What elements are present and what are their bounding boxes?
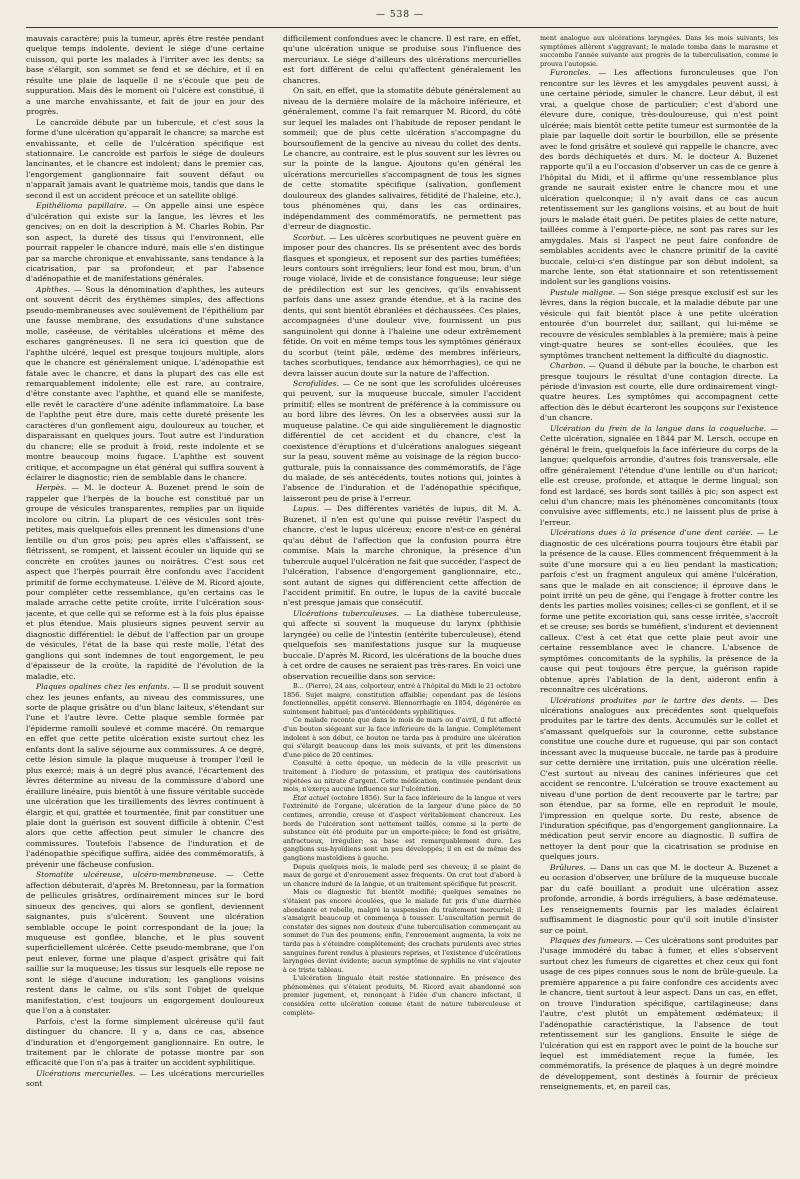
paragraph-text: — Les ulcères scorbutiques ne peuvent guère en imposer pour des chancres. Ils se présentent avec des bords flasques et spongieux, et reposent sur des parties tuméfiées; leurs contours sont irréguliers; leur fond est mou, brun, d'un rouge violacé, livide et de consistance fongueuse; leur siége de prédilection est sur les gencives, qu'ils envahissent parfois dans une assez grande étendue, et à la racine des dents, qui sont bientôt ébranlées et déchaussées. Ces plaies, accompagnées d'une douleur vive, fournissent un pus sanguinolent qui donne à l'haleine une odeur extrêmement fétide. On voit en même temps tous les symptômes généraux du scorbut (teint pâle, œdème des membres inférieurs, taches scorbutiques, tendance aux hémorrhagies), ce qui ne devra laisser aucun doute sur la nature de l'affection. — [283, 232, 521, 378]
paragraph-text: On sait, en effet, que la stomatite débute généralement au niveau de la dernière molaire de la mâchoire inférieure, et généralement, comme l'a fait remarquer M. Ricord, du côté sur lequel les malades ont l'habitude de reposer pendant le sommeil; que de plus cette ulcération s'accompagne du boursouflement de la gencive au niveau du collet des dents. Le chancre, au contraire, est le plus souvent sur les lèvres ou sur la pointe de la langue. Ajoutons qu'en général les ulcérations mercurielles s'accompagnent de tous les signes de cette stomatite spécifique (salivation, gonflement douloureux des glandes salivaires, fétidité de l'haleine, etc.), tous phénomènes qui, dans les cas ordinaires, indépendamment des commémoratifs, ne permettent pas d'erreur de diagnostic. — [283, 86, 521, 232]
text-column-left — [26, 34, 264, 1164]
paragraph — [283, 863, 521, 889]
paragraph — [26, 870, 264, 1016]
paragraph — [26, 34, 264, 118]
paragraph — [540, 68, 778, 288]
paragraph — [283, 379, 521, 504]
section-heading: Herpès. — [36, 483, 67, 493]
section-heading: Brûlures. — [550, 862, 586, 872]
paragraph — [540, 361, 778, 424]
paragraph-text: — Ces ulcérations sont produites par l'usage immodéré du tabac à fumer, et elles s'observent surtout chez les fumeurs de cigarettes et chez ceux qui font usage de ces pipes connues sous le nom de brûle-gueule. La première apparence a pu faire confondre ces accidents avec le chancre, tient surtout à leur aspect. Dans un cas, en effet, on trouve l'induration spécifique, cartilagineuse; dans l'autre, c'est plutôt un empâtement œdémateux; il l'adénopathie caractéristique, la l'absence de tout retentissement sur les ganglions. Ensuite le siége de l'ulcération qui est en rapport avec le point de la bouche sur lequel est immédiatement reçue la fumée, les commémoratifs, la présence de plaques à un degré moindre de développement, sont destinés à fournir de précieux renseignements, et, en pareil cas, — [540, 935, 778, 1092]
paragraph — [540, 696, 778, 863]
paragraph-text: ment analogue aux ulcérations laryngées. Dans les mois suivants, les symptômes allèrent s'aggravant; le malade tomba dans le marasme et succomba l'année suivante aux progrès de la tuberculisation, comme le prouva l'autopsie. — [540, 34, 778, 68]
section-heading: Ulcérations tuberculeuses. — [293, 608, 400, 618]
paragraph — [26, 285, 264, 484]
paragraph — [283, 759, 521, 793]
paragraph-text: — Des différentes variétés de lupus, dit M. A. Buzenet, il n'en est qu'une qui puisse revêtir l'aspect du chancre, c'est le lupus ulcéreux; encore n'est-ce en général qu'au début de l'affection que la confusion pourra être commise. Mais la marche chronique, la présence d'un tubercule auquel l'ulcération ne fait que succéder, l'aspect de l'ulcération, l'absence d'engorgement ganglionnaire, etc., sont autant de signes qui différencient cette affection de l'accident primitif. En outre, le lupus de la cavité buccale n'est presque jamais que consécutif. — [283, 504, 521, 608]
section-heading: Pustule maligne. — [550, 287, 616, 297]
section-heading: Scorbut. — [293, 232, 326, 242]
paragraph — [540, 936, 778, 1093]
paragraph — [283, 716, 521, 759]
paragraph-text: L'ulcération linguale était restée stationnaire. En présence des phénomènes qui s'étaient produits, M. Ricord avait abandonné son premier jugement, et, renonçant à l'idée d'un chancre infectant, il considéra cette ulcération comme étant de nature tuberculeuse et complète- — [283, 974, 521, 1017]
paragraph-text: (octobre 1856). Sur la face inférieure de la langue et vers l'extrémité de l'organe, ulcération de la largeur d'une pièce de 50 centimes, arrondie, creuse et d'aspect véritablement chancreux. Les bords de l'ulcération sont nettement taillés, comme si la perte de substance eût été produite par un emporte-pièce; le fond est grisâtre, anfractueux, irrégulier; sa base est remarquablement dure. Les ganglions sus-hyoïdiens sont un peu développés; il en est de même des ganglions mastoïdiens à gauche. — [283, 793, 521, 862]
paragraph-text: — M. le docteur A. Buzenet prend le soin de rappeler que l'herpès de la bouche est constitué par un groupe de vésicules transparentes, remplies par un liquide incolore ou citrin. La plupart de ces vésicules sont très-petites, mais quelquefois elles prennent les dimensions d'une lentille ou d'un gros pois; peu après elles s'affaissent, se flétrissent, se rompent, et laissent écouler un liquide qui se concrète en croûtes jaunes ou noirâtres. C'est sous cet aspect que l'herpès pourrait être confondu avec l'accident primitif de forme ecchymateuse. L'élève de M. Ricord ajoute, pour compléter cette ressemblance, qu'en certains cas le malade arrache cette petite croûte, irrite l'ulcération sous-jacente, et que celle qui se reforme est à la fois plus épaisse et plus étendue. Mais plusieurs signes peuvent servir au diagnostic différentiel: le début de l'affection par un groupe de vésicules, l'état de la base qui reste molle, l'état des ganglions qui sont indemnes de tout engorgement, le peu d'épaisseur de la croûte, la rapidité de l'évolution de la maladie, etc. — [26, 483, 264, 681]
header-rule — [26, 27, 778, 28]
paragraph — [26, 1017, 264, 1069]
text-column-right — [540, 34, 778, 1164]
paragraph — [26, 483, 264, 682]
paragraph — [283, 86, 521, 232]
section-heading: Lupus. — [293, 504, 319, 514]
paragraph — [283, 34, 521, 86]
paragraph — [26, 682, 264, 870]
paragraph — [540, 424, 778, 529]
section-heading: Plaques opalines chez les enfants. — [36, 682, 170, 692]
section-heading: Plaques des fumeurs. — [550, 935, 633, 945]
paragraph — [540, 288, 778, 361]
paragraph-text: — Quand il débute par la bouche, le charbon est presque toujours le résultat d'une contagion directe. La période d'invasion est courte, elle dure ordinairement vingt-quatre heures. Les symptômes qui accompagnent cette affection dès le début écarteront les soupçons sur l'existence d'un chancre. — [540, 361, 778, 423]
section-heading: Ulcérations produites par le tartre des dents. — [550, 695, 745, 705]
paragraph-text: — Cette ulcération, signalée en 1844 par M. Lersch, occupe en général le frein, quelquefois la face inférieure du corps de la langue; quelquefois arrondie, d'autres fois transversale, elle offre généralement l'étendue d'une lentille ou d'un haricot; elle est creuse, profonde, et attaque le derme lingual; son fond est lardacé, ses bords sont taillés à pic; son aspect est celui d'un chancre; mais les phénomènes concomitants (toux convulsive avec sifflements, etc.) ne laissent plus de prise à l'erreur. — [540, 423, 778, 527]
section-heading: État actuel — [293, 793, 329, 802]
section-heading: Charbon. — [550, 361, 586, 371]
paragraph-text: — Le diagnostic de ces ulcérations pourra toujours être établi par la présence de la cause. Elles commencent fréquemment à la suite d'une morsure qui a eu lieu pendant la mastication; parfois c'est un fragment anguleux qui amène l'ulcération, sans que le malade en ait conscience; il éprouve dans le point irrité un peu de gêne, qui l'engage à frotter contre les dents les parties molles voisines; celles-ci se gonflent, et il se forme une petite excoriation qui, sans cesse irritée, s'accroît et se creuse; ses bords se tuméfient, s'indurent et deviennent calleux. C'est à cet état que cette plaie peut avoir une certaine ressemblance avec le chancre. L'absence de symptômes concomitants de la syphilis, la présence de la cause qui peut toujours être perçue, la guérison rapide obtenue après l'ablation de la dent, aideront enfin à reconnaître ces ulcérations. — [540, 528, 778, 695]
page-number: — 538 — — [376, 10, 424, 20]
section-heading: Furoncles. — [550, 68, 591, 78]
paragraph-text: — Des ulcérations analogues aux précédentes sont quelquefois produites par le tartre des dents. Accumulés sur le collet et s'amassant quelquefois sur la couronne, cette substance constitue une couche dure et rugueuse, qui par son contact incessant avec la muqueuse buccale, ne tarde pas à produire sur cette dernière une irritation, puis une ulcération réelle. C'est surtout au niveau des canines inférieures que cet accident se rencontre. L'ulcération se trouve exactement au niveau d'une portion de dent recouverte par le tartre; par son étendue, par sa forme, elle en reproduit le moule, l'impression en quelque sorte. Du reste, absence de l'induration spécifique, pas d'engorgement ganglionnaire. La médication peut servir encore au diagnostic. Il suffira de nettoyer la dent pour que la cicatrisation se produise en quelques jours. — [540, 695, 778, 862]
section-heading: Ulcération du frein de la langue dans la coqueluche. — [550, 423, 767, 433]
paragraph-text: — On appelle ainsi une espèce d'ulcération qui existe sur la langue, les lèvres et les gencives; on en doit la description à M. Charles Robin. Par son aspect, la dureté des tissus qui l'environnent, elle pourrait rappeler le chancre induré, mais elle s'en distingue par sa marche chronique et envahissante, sans tendance à la cicatrisation, par sa profondeur, et par l'absence d'adénopathie et de manifestations générales. — [26, 201, 264, 284]
paragraph — [540, 528, 778, 695]
paragraph-text: Ce malade raconte que dans le mois de mars ou d'avril, il fut affecté d'un bouton siégeant sur la face inférieure de la langue. Complétement indolent à son début, ce bouton ne tarda pas à produire une ulcération qui s'élargit beaucoup dans les mois suivants, et prit les dimensions d'une pièce de 20 centimes. — [283, 716, 521, 759]
section-heading: Ulcérations dues à la présence d'une dent cariée. — [550, 528, 753, 538]
text-column-middle — [283, 34, 521, 1164]
paragraph-text: — Les affections furonculeuses que l'on rencontre sur les lèvres et les amygdales peuvent aussi, à une certaine période, simuler le chancre. Leur début, il est vrai, a quelque chose de particulier; c'est d'abord une élevure dure, conique, très-douloureuse, qui n'est point ulcérée; mais bientôt cette petite tumeur est surmontée de la plaie par laquelle doit sortir le bourbillon, elle se présente avec le fond grisâtre et soulevé qui rappelle le chancre, avec des bords déchiquetés et durs. M. le docteur A. Buzenet rapporte qu'il a eu l'occasion d'observer un cas de ce genre à l'hôpital du Midi, et il affirme qu'une ressemblance plus grande ne saurait exister entre le chancre mou et une ulcération quelconque; il n'y avait dans ce cas aucun retentissement sur les ganglions voisins, et au bout de huit jours le malade était guéri. De petites plaies de cette nature, taillées comme à l'emporte-pièce, ne sont pas rares sur les amygdales. Mais si l'aspect ne peut faire confondre de semblables accidents avec le chancre primitif de la cavité buccale, celui-ci s'en distingue par son début indolent, sa marche lente, son état stationnaire et son retentissement indolent sur les ganglions voisins. — [540, 68, 778, 287]
section-heading: Ulcérations mercurielles. — [36, 1068, 136, 1078]
paragraph-text: Le cancroïde débute par un tubercule, et c'est sous la forme d'une ulcération qu'apparaît le chancre; sa marche est envahissante, et celle de l'ulcération spécifique est stationnaire. Le cancroïde est parfois le siége de douleurs lancinantes, et le chancre est indolent; dans le premier cas, l'engorgement ganglionnaire fait souvent défaut ou n'apparaît jamais avant le quatrième mois, tandis que dans le second il est un accident précoce et un satellite obligé. — [26, 117, 264, 200]
paragraph-text: — Les ulcérations mercurielles sont — [26, 1068, 264, 1089]
paragraph-text: — Il se produit souvent chez les jeunes enfants, au niveau des commissures, une sorte de plaque grisâtre ou d'un blanc laiteux, s'étendant sur l'une et l'autre lèvre. Cette plaque semble formée par l'épiderme ramolli soulevé et comme macéré. On remarque en effet que cette petite ulcération existe surtout chez les enfants dont la salive séjourne aux commissures. A ce degré, cette lésion simule la plaque muqueuse à tromper l'œil le plus exercé; mais à un degré plus avancé, l'écartement des lèvres détermine au niveau de la commissure d'abord une éraillure linéaire, puis bientôt à une fissure véritable succède une ulcération que les tiraillements des lèvres continuent à élargir, et qui, grattée et tourmentée, finit par constituer une plaie dont la guérison est souvent difficile à obtenir. C'est alors que cette affection peut simuler le chancre des commissures. Toutefois l'absence de l'induration et de l'adénopathie spécifique suffira, aidée des commémoratifs, à prévenir une fâcheuse confusion. — [26, 682, 264, 869]
paragraph — [283, 974, 521, 1017]
paragraph — [26, 118, 264, 202]
paragraph-text: — Sous la dénomination d'aphthes, les auteurs ont souvent décrit des érythèmes simples, des affections pseudo-membraneuses avec soulèvement de l'épithélium par une fausse membrane, des exsudations d'une substance molle, caséeuse, de véritables ulcérations et même des eschares gangréneuses. Il ne sera ici question que de l'aphthe ulcéré, lequel est presque toujours multiple, alors que le chancre est généralement unique. L'adénopathie est fatale avec le chancre, et dans la plupart des cas elle est remarquablement indolente; elle est rare, au contraire, d'être constante avec l'aphthe, et quand elle se manifeste, elle revêt le caractère d'une adénite inflammatoire. La base de l'aphthe peut être dure, mais cette dureté présente les caractères d'un gonflement aigu, douloureux au toucher, et disparaissant en quelques jours. Tout autre est l'induration du chancre; elle se produit à froid, reste indolente et se montre beaucoup moins fugace. L'aphthe est souvent critique, et accompagne un état général qui suffira souvent à éclairer le diagnostic; rien de semblable dans le chancre. — [26, 284, 264, 483]
section-heading: Stomatite ulcéreuse, ulcéro-membraneuse. — [36, 870, 217, 880]
paragraph — [283, 233, 521, 379]
paragraph — [26, 1069, 264, 1090]
paragraph — [283, 609, 521, 682]
paragraph-text: — Cette affection débuterait, d'après M. Bretonneau, par la formation de pellicules grisâtres, ordinairement minces sur le bord sinueux des gencives, qui alors se gonflent, deviennent saignantes, puis s'ulcèrent. Souvent une ulcération semblable occupe le point correspondant de la joue; la muqueuse est gonflée, blanche, et le plus souvent superficiellement ulcérée. Cette pseudo-membrane, que l'on peut enlever, forme une plaque d'aspect grisâtre qui fait saillie sur la muqueuse; les tissus sur lesquels elle repose ne sont le siége d'aucune induration; les ganglions voisins restent dans le calme, ou s'ils sont l'objet de quelque manifestation, c'est toujours un engorgement douloureux que l'on a à constater. — [26, 870, 264, 1016]
paragraph-text: difficilement confondues avec le chancre. Il est rare, en effet, qu'une ulcération unique se produise sous l'influence des mercuriaux. Le siége d'ailleurs des ulcérations mercurielles est fort différent de celui qu'affectent généralement les chancres. — [283, 34, 521, 85]
paragraph-text: — Son siége presque exclusif est sur les lèvres, dans la région buccale, et la maladie débute par une vésicule qui fait bientôt place à une petite ulcération entourée d'un bourrelet dur, saillant, qui lui-même se recouvre de vésicules semblables à la première; mais à peine vingt-quatre heures se sont-elles écoulées, que les symptômes tranchent nettement la difficulté du diagnostic. — [540, 287, 778, 360]
paragraph-text: Mais ce diagnostic fut bientôt modifié; quelques semaines ne s'étaient pas encore écoulées, que le malade fut pris d'une diarrhée abondante et rebelle, malgré la suspension du traitement mercuriel; il s'amaigrit beaucoup et commença à tousser. L'auscultation permit de constater des signes non douteux d'une tuberculisation commençant au sommet de l'un des poumons; enfin, l'enrouement augmenta, la voix ne tarda pas à s'éteindre complétement; des crachats purulents avec stries sanguines furent rendus à plusieurs reprises, et l'existence d'ulcérations laryngées devint évidente; aucun symptôme de syphilis ne vint s'ajouter à ce triste tableau. — [283, 888, 521, 974]
paragraph — [283, 504, 521, 609]
paragraph — [283, 888, 521, 974]
section-heading: Epithélioma papillaire. — [36, 201, 127, 211]
paragraph-text: mauvais caractère; puis la tumeur, après être restée pendant quelque temps indolente, devient le siége d'une certaine cuisson, qui porte les malades à l'irriter avec les dents; sa base s'élargit, son sommet se fend et se déchire, et il en résulte une plaie de laquelle il ne s'écoule que peu de suppuration. Mais dès le moment où l'ulcère est constitué, il a une marche envahissante, et fait de jour en jour des progrès. — [26, 34, 264, 117]
paragraph-text: — La diathèse tuberculeuse, qui affecte si souvent la muqueuse du larynx (phthisie laryngée) ou celle de l'intestin (entérite tuberculeuse), étend quelquefois ses manifestations jusque sur la muqueuse buccale. D'après M. Ricord, les ulcérations de la bouche dues à cet ordre de causes ne seraient pas très-rares. En voici une observation recueillie dans son service: — [283, 608, 521, 681]
paragraph — [283, 682, 521, 716]
paragraph-text: Parfois, c'est la forme simplement ulcéreuse qu'il faut distinguer du chancre. Il y a, dans ce cas, absence d'induration et d'engorgement ganglionnaire. En outre, le traitement par le chlorate de potasse montre par son efficacité que l'on n'a pas à traiter un accident syphilitique. — [26, 1016, 264, 1068]
paragraph-text: — Dans un cas que M. le docteur A. Buzenet a eu occasion d'observer, une brûlure de la muqueuse buccale par du café bouillant a produit une ulcération assez profonde, arrondie, à bords irréguliers, à base œdémateuse. Les renseignements fournis par les malades éclairent suffisamment le diagnostic pour qu'il soit inutile d'insister sur ce point. — [540, 862, 778, 935]
paragraph-text: Depuis quelques mois, le malade perd ses cheveux; il se plaint de maux de gorge et d'enrouement assez fréquents. On crut tout d'abord à un chancre induré de la langue, et un traitement spécifique fut prescrit. — [283, 862, 521, 888]
paragraph — [283, 794, 521, 863]
section-heading: Aphthes. — [36, 284, 70, 294]
paragraph-text: — Ce ne sont que les scrofulides ulcéreuses qui peuvent, sur la muqueuse buccale, simuler l'accident primitif; elles se montrent de préférence à la commissure ou au bord libre des lèvres. On les a observées aussi sur la muqueuse palatine. Ce qui aide singulièrement le diagnostic différentiel de cet accident et du chancre, c'est la coexistence d'éruptions et d'ulcérations analogues siégeant sur la peau, souvent même au voisinage de la région bucco-gutturale, puis la connaissance des commémoratifs, de l'âge du malade, de ses antécédents, toutes notions qui, jointes à l'absence de l'induration et de l'adénopathie spécifique, laisseront peu de prise à l'erreur. — [283, 378, 521, 503]
paragraph — [26, 201, 264, 285]
paragraph — [540, 34, 778, 68]
section-heading: Scrofulides. — [293, 378, 339, 388]
paragraph-text: Consulté à cette époque, un médecin de la ville prescrivit un traitement à l'iodure de potassium, et pratiqua des cautérisations répétées au nitrate d'argent. Cette médication, continuée pendant deux mois, n'exerça aucune influence sur l'ulcération. — [283, 759, 521, 794]
paragraph-text: B... (Pierre), 24 ans, colporteur, entré à l'hôpital du Midi le 21 octobre 1856. Sujet maigre, constitution affaiblie; cependant pas de lésions fonctionnelles, appétit conservé. Blennorrhagie en 1854, dégénérée en suintement habituel; pas d'antécédents syphilitiques. — [283, 682, 521, 716]
paragraph — [540, 863, 778, 936]
